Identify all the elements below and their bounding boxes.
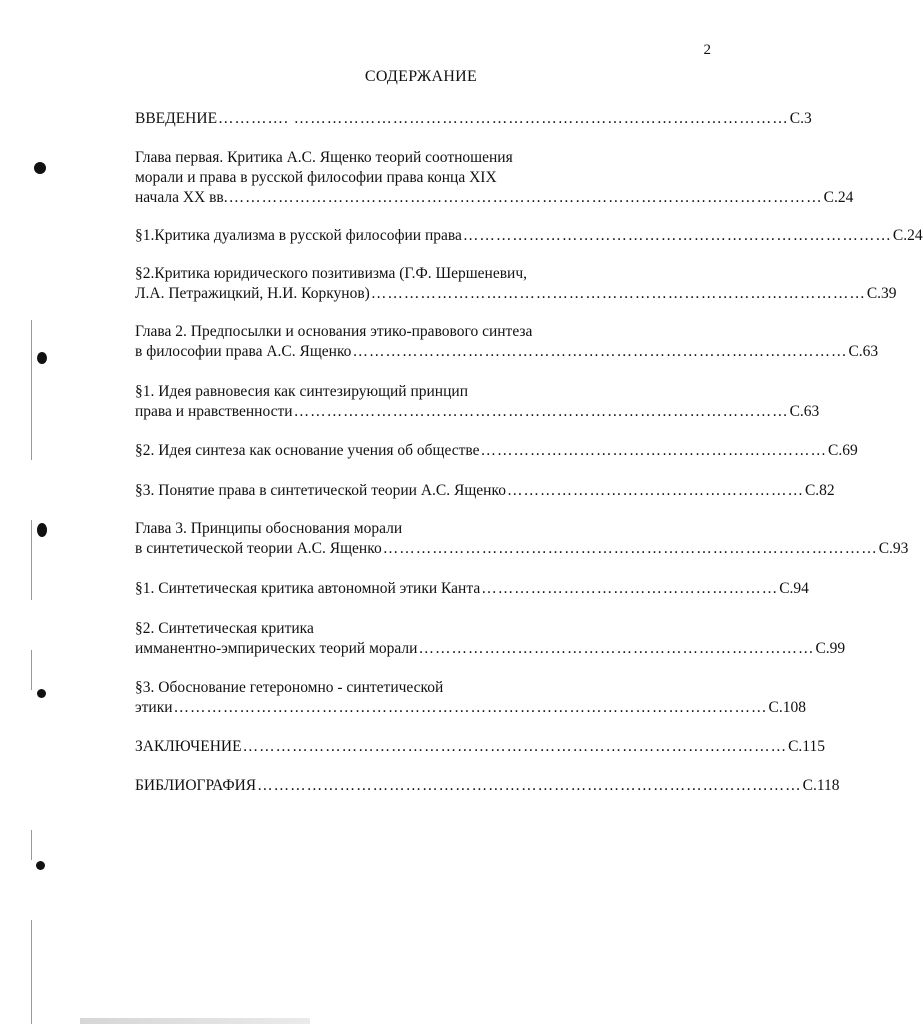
toc-page-ref: С.93 xyxy=(878,540,909,557)
toc-entry-title: §3. Понятие права в синтетической теории А.С. Ященко xyxy=(135,482,506,499)
toc-page-ref: С.39 xyxy=(866,285,897,302)
toc-page-ref: С.69 xyxy=(828,442,858,459)
toc-page-ref: С.24 xyxy=(823,189,854,206)
toc-page-ref: С.63 xyxy=(848,343,879,360)
toc-entry-bibliography xyxy=(135,776,840,796)
toc-entry-title: в философии права А.С. Ященко xyxy=(135,343,352,360)
toc-page-ref: С.99 xyxy=(815,640,846,657)
binder-hole-mark xyxy=(34,162,46,174)
binder-hole-mark xyxy=(37,352,47,364)
toc-entry-title: в синтетической теории А.С. Ященко xyxy=(135,540,382,557)
leader-dots: ……………………………………………………………………………………… xyxy=(242,738,788,755)
toc-entry-introduction xyxy=(135,109,812,129)
toc-entry-section-3-3 xyxy=(135,678,807,718)
toc-entry-section-3-2 xyxy=(135,619,846,659)
toc-entry-line: Глава 3. Принципы обоснования морали xyxy=(135,520,403,537)
toc-entry-section-2-2 xyxy=(135,441,858,461)
toc-entry-section-1-1 xyxy=(135,226,923,246)
toc-entry-title: §1. Синтетическая критика автономной этики Канта xyxy=(135,580,481,597)
toc-entry-section-1-2 xyxy=(135,264,897,304)
toc-entry-chapter-2 xyxy=(135,322,879,362)
leader-dots: ……………………………………………… xyxy=(506,482,804,499)
toc-entry-line: §1. Идея равновесия как синтезирующий принцип xyxy=(135,383,468,400)
toc-entry-chapter-3 xyxy=(135,519,909,559)
toc-entry-title: этики xyxy=(135,699,173,716)
leader-dots: ……………………………………………………………………………… xyxy=(370,285,866,302)
toc-entry-conclusion xyxy=(135,737,825,757)
binder-edge-line xyxy=(31,650,32,690)
toc-entry-section-2-3 xyxy=(135,481,835,501)
toc-page-ref: С.94 xyxy=(779,580,809,597)
leader-dots: …………. ……………………………………………………………………………… xyxy=(218,110,789,127)
toc-entry-title: §1.Критика дуализма в русской философии права xyxy=(135,227,462,244)
toc-page-ref: С.82 xyxy=(804,482,835,499)
toc-entry-title: §2. Идея синтеза как основание учения об обществе xyxy=(135,442,480,459)
toc-page-ref: С.24 xyxy=(892,227,923,244)
binder-edge-line xyxy=(31,320,32,460)
binder-hole-mark xyxy=(37,523,47,537)
leader-dots: ……………………………………………………………………………………………… xyxy=(228,189,823,206)
page-number: 2 xyxy=(703,42,711,58)
toc-entry-section-2-1 xyxy=(135,382,820,422)
toc-page-ref: С.118 xyxy=(802,777,840,794)
toc-entry-line: морали и права в русской философии права конца XIX xyxy=(135,169,497,186)
binder-edge-line xyxy=(31,520,32,600)
scan-smudge xyxy=(80,1018,310,1024)
toc-page-ref: С.3 xyxy=(789,110,812,127)
binder-edge-line xyxy=(31,830,32,860)
toc-page-ref: С.115 xyxy=(788,738,825,755)
binder-edge-line xyxy=(31,920,32,1024)
toc-entry-line: §2.Критика юридического позитивизма (Г.Ф. Шершеневич, xyxy=(135,265,528,282)
leader-dots: ……………………………………………………………………………………………… xyxy=(173,699,768,716)
leader-dots: ……………………………………………………… xyxy=(480,442,828,459)
leader-dots: ……………………………………………………………………………………… xyxy=(257,777,802,794)
toc-entry-title: имманентно-эмпирических теорий морали xyxy=(135,640,418,657)
leader-dots: ……………………………………………… xyxy=(481,580,779,597)
toc-entry-title: Л.А. Петражицкий, Н.И. Коркунов) xyxy=(135,285,370,302)
leader-dots: ……………………………………………………………………………… xyxy=(352,343,848,360)
leader-dots: …………………………………………………………………… xyxy=(462,227,892,244)
toc-entry-section-3-1 xyxy=(135,579,809,599)
toc-entry-line: §3. Обоснование гетерономно - синтетической xyxy=(135,679,444,696)
toc-entry-title: начала XX вв. xyxy=(135,189,228,206)
toc-entry-title: БИБЛИОГРАФИЯ xyxy=(135,777,257,794)
toc-entry-chapter-1 xyxy=(135,148,854,208)
toc-entry-line: §2. Синтетическая критика xyxy=(135,620,314,637)
leader-dots: ……………………………………………………………… xyxy=(418,640,815,657)
page-title: СОДЕРЖАНИЕ xyxy=(364,68,478,85)
binder-hole-mark xyxy=(36,861,45,870)
toc-entry-title: ВВЕДЕНИЕ xyxy=(135,110,218,127)
leader-dots: ……………………………………………………………………………… xyxy=(293,403,789,420)
toc-page-ref: С.108 xyxy=(768,699,807,716)
leader-dots: ……………………………………………………………………………… xyxy=(382,540,878,557)
toc-page-ref: С.63 xyxy=(789,403,820,420)
toc-entry-line: Глава 2. Предпосылки и основания этико-правового синтеза xyxy=(135,323,533,340)
toc-entry-title: ЗАКЛЮЧЕНИЕ xyxy=(135,738,242,755)
toc-entry-title: права и нравственности xyxy=(135,403,293,420)
binder-hole-mark xyxy=(37,689,46,698)
toc-entry-line: Глава первая. Критика А.С. Ященко теорий соотношения xyxy=(135,149,513,166)
